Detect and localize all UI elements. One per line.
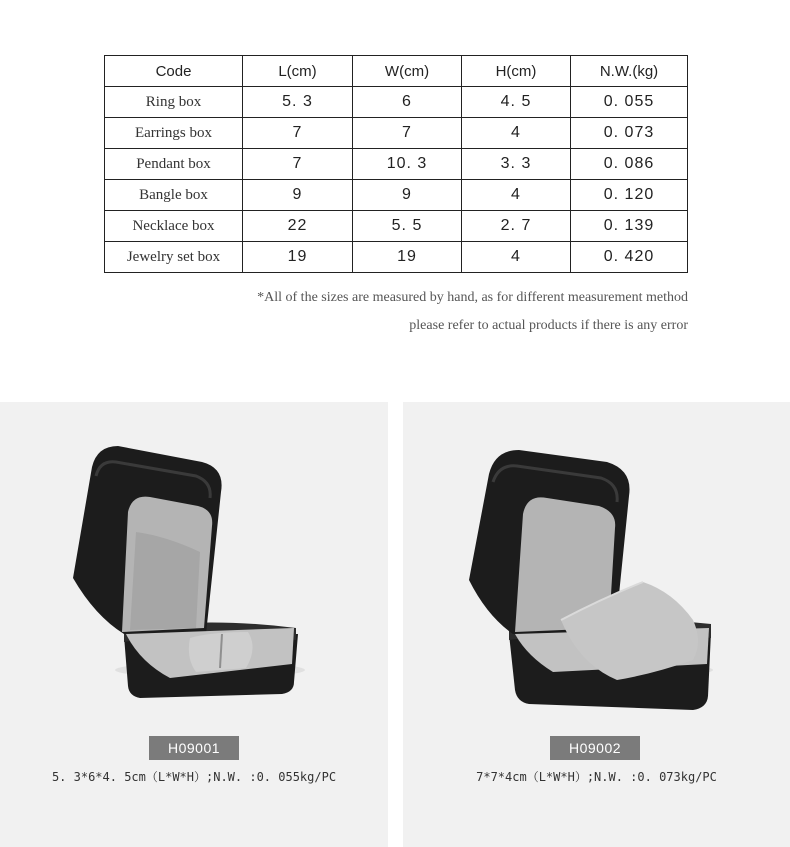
cell-length: 5. 3 <box>243 87 353 118</box>
table-row <box>105 180 688 211</box>
cell-height: 2. 7 <box>462 211 571 242</box>
earrings-box-image <box>403 402 790 732</box>
cell-height: 3. 3 <box>462 149 571 180</box>
cell-length: 9 <box>243 180 353 211</box>
cell-length: 7 <box>243 118 353 149</box>
table-row <box>105 87 688 118</box>
header-length: L(cm) <box>243 56 353 87</box>
cell-length: 7 <box>243 149 353 180</box>
cell-length: 22 <box>243 211 353 242</box>
cell-net-weight: 0. 073 <box>571 118 688 149</box>
cell-width: 10. 3 <box>353 149 462 180</box>
product-spec: 5. 3*6*4. 5cm（L*W*H）;N.W. :0. 055kg/PC <box>51 770 337 784</box>
cell-length: 19 <box>243 242 353 273</box>
cell-width: 5. 5 <box>353 211 462 242</box>
cell-height: 4. 5 <box>462 87 571 118</box>
cell-net-weight: 0. 055 <box>571 87 688 118</box>
table-row <box>105 149 688 180</box>
cell-code: Ring box <box>105 87 243 118</box>
product-spec: 7*7*4cm（L*W*H）;N.W. :0. 073kg/PC <box>476 770 717 784</box>
product-card-ring-box <box>0 402 388 847</box>
measurement-note: *All of the sizes are measured by hand, as for different measurement method <box>257 290 688 305</box>
table-row <box>105 242 688 273</box>
cell-net-weight: 0. 139 <box>571 211 688 242</box>
cell-width: 6 <box>353 87 462 118</box>
cell-code: Bangle box <box>105 180 243 211</box>
product-card-earrings-box <box>403 402 790 847</box>
cell-width: 7 <box>353 118 462 149</box>
cell-code: Jewelry set box <box>105 242 243 273</box>
cell-height: 4 <box>462 118 571 149</box>
cell-width: 19 <box>353 242 462 273</box>
table-header-row <box>105 56 688 87</box>
spec-table <box>104 55 688 273</box>
cell-code: Earrings box <box>105 118 243 149</box>
cell-width: 9 <box>353 180 462 211</box>
cell-height: 4 <box>462 180 571 211</box>
measurement-note-continued: please refer to actual products if there is any error <box>409 318 688 333</box>
model-badge: H09001 <box>149 736 239 760</box>
cell-height: 4 <box>462 242 571 273</box>
cell-code: Necklace box <box>105 211 243 242</box>
header-width: W(cm) <box>353 56 462 87</box>
cell-code: Pendant box <box>105 149 243 180</box>
header-height: H(cm) <box>462 56 571 87</box>
header-code: Code <box>105 56 243 87</box>
cell-net-weight: 0. 120 <box>571 180 688 211</box>
table-row <box>105 118 688 149</box>
header-net-weight: N.W.(kg) <box>571 56 688 87</box>
cell-net-weight: 0. 086 <box>571 149 688 180</box>
table-row <box>105 211 688 242</box>
model-badge: H09002 <box>550 736 640 760</box>
cell-net-weight: 0. 420 <box>571 242 688 273</box>
ring-box-image <box>0 402 388 732</box>
